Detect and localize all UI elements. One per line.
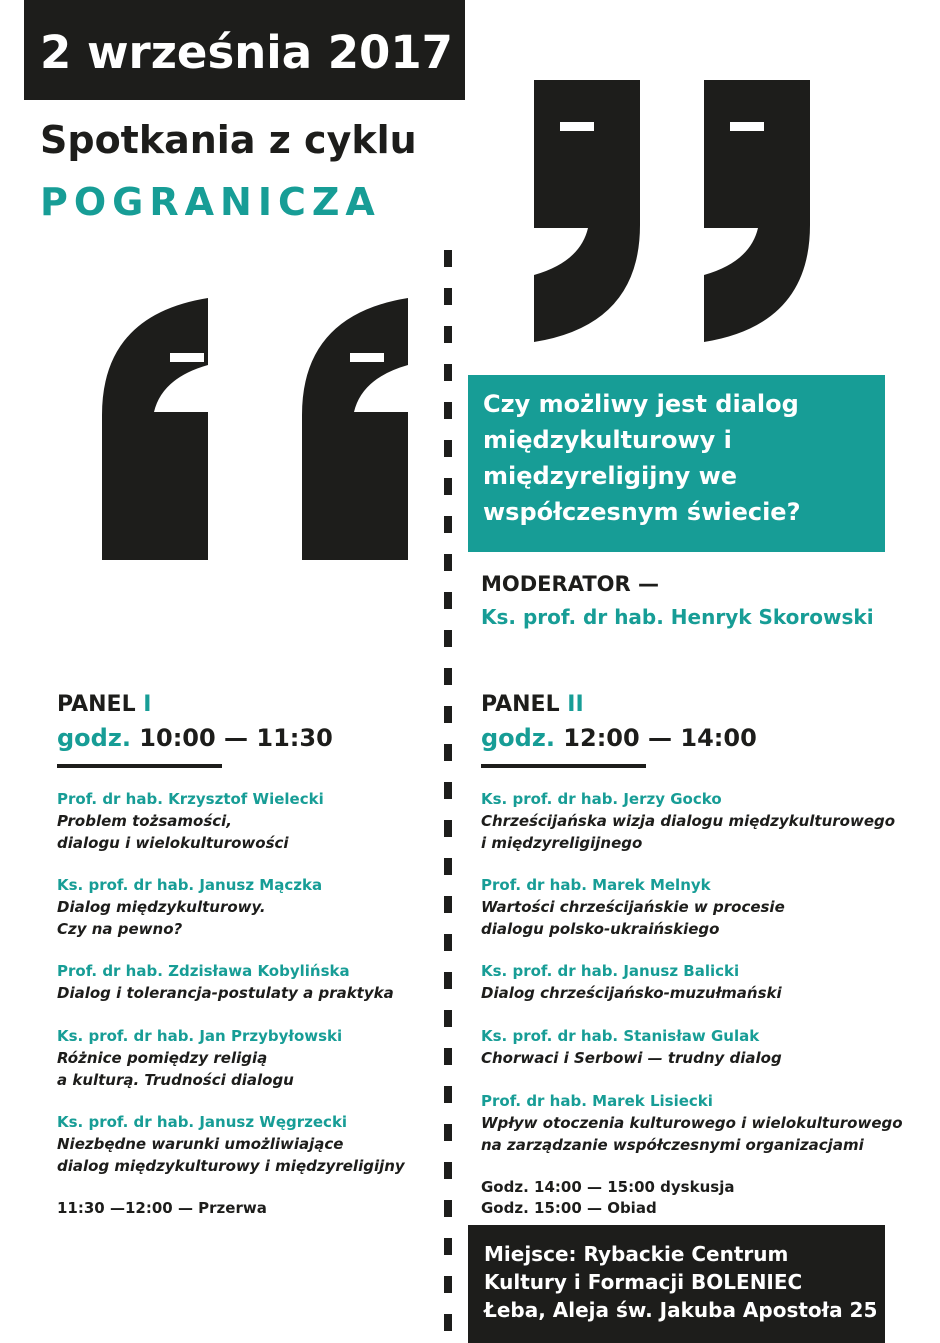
panel-2-time-label: godz. [481,724,555,752]
talk-speaker: Ks. prof. dr hab. Stanisław Gulak [481,1027,760,1045]
question-text: Czy możliwy jest dialog międzykulturowy i międzyreligijny we współczesnym świecie? [483,390,801,526]
panel-1-talk [57,1025,437,1091]
talk-topic: Dialog międzykulturowy. Czy na pewno? [57,898,266,938]
panel-1-number: I [143,692,152,717]
talk-topic: Dialog i tolerancja-postulaty a praktyka [57,984,394,1002]
panel-2-label: PANEL [481,692,560,717]
talk-topic: Niezbędne warunki umożliwiające dialog międzykulturowy i międzyreligijny [57,1135,405,1175]
dashed-divider [444,250,452,1343]
panel-1-title [57,692,151,717]
panel-2-talk [481,1090,931,1156]
panel-1-time-range: 10:00 — 11:30 [139,724,333,752]
venue-text [484,1240,884,1324]
panel-1-talk [57,788,437,854]
panel-2-time [481,724,757,752]
talk-topic: Wartości chrześcijańskie w procesie dialogu polsko-ukraińskiego [481,898,785,938]
series-line: Spotkania z cyklu [40,118,417,162]
talk-topic: Chrześcijańska wizja dialogu międzykulturowego i międzyreligijnego [481,812,896,852]
panel-1-label: PANEL [57,692,136,717]
talk-speaker: Prof. dr hab. Zdzisława Kobylińska [57,962,350,980]
panel-2-talk [481,1025,921,1069]
venue-line-2: Kultury i Formacji BOLENIEC [484,1270,803,1294]
talk-speaker: Ks. prof. dr hab. Jan Przybyłowski [57,1027,343,1045]
lunch-time: Godz. 15:00 — Obiad [481,1199,657,1217]
panel-1-underline [57,764,222,768]
break-time: 11:30 —12:00 — Przerwa [57,1199,267,1217]
talk-topic: Chorwaci i Serbowi — trudny dialog [481,1049,782,1067]
talk-topic: Różnice pomiędzy religią a kulturą. Trudności dialogu [57,1049,294,1089]
talk-speaker: Ks. prof. dr hab. Janusz Węgrzecki [57,1113,348,1131]
talk-speaker: Ks. prof. dr hab. Janusz Balicki [481,962,740,980]
venue-line-3: Łeba, Aleja św. Jakuba Apostoła 25 [484,1298,878,1322]
talk-topic: Wpływ otoczenia kulturowego i wielokulturowego na zarządzanie współczesnymi organizacjami [481,1114,903,1154]
panel-1-talk [57,960,437,1004]
moderator-name: Ks. prof. dr hab. Henryk Skorowski [481,605,874,629]
panel-1-talk [57,874,437,940]
panel-2-talk [481,960,921,1004]
talk-speaker: Prof. dr hab. Krzysztof Wielecki [57,790,324,808]
venue-line-1: Miejsce: Rybackie Centrum [484,1242,789,1266]
closing-quote-icon [512,80,822,350]
opening-quote-icon [66,298,416,568]
panel-2-time-range: 12:00 — 14:00 [563,724,757,752]
panel-1-talk [57,1111,437,1177]
talk-speaker: Ks. prof. dr hab. Jerzy Gocko [481,790,722,808]
talk-speaker: Ks. prof. dr hab. Janusz Mączka [57,876,323,894]
talk-topic: Dialog chrześcijańsko-muzułmański [481,984,782,1002]
panel-2-number: II [567,692,584,717]
series-name: POGRANICZA [40,180,381,224]
talk-topic: Problem tożsamości, dialogu i wielokulturowości [57,812,289,852]
moderator-label: MODERATOR — [481,572,659,596]
panel-2-underline [481,764,646,768]
panel-1-time-label: godz. [57,724,131,752]
discussion-time: Godz. 14:00 — 15:00 dyskusja [481,1178,735,1196]
talk-speaker: Prof. dr hab. Marek Melnyk [481,876,711,894]
event-date: 2 września 2017 [40,26,453,79]
panel-2-talk [481,874,921,940]
panel-2-talk [481,788,921,854]
panel-2-title [481,692,584,717]
talk-speaker: Prof. dr hab. Marek Lisiecki [481,1092,713,1110]
panel-1-time [57,724,333,752]
